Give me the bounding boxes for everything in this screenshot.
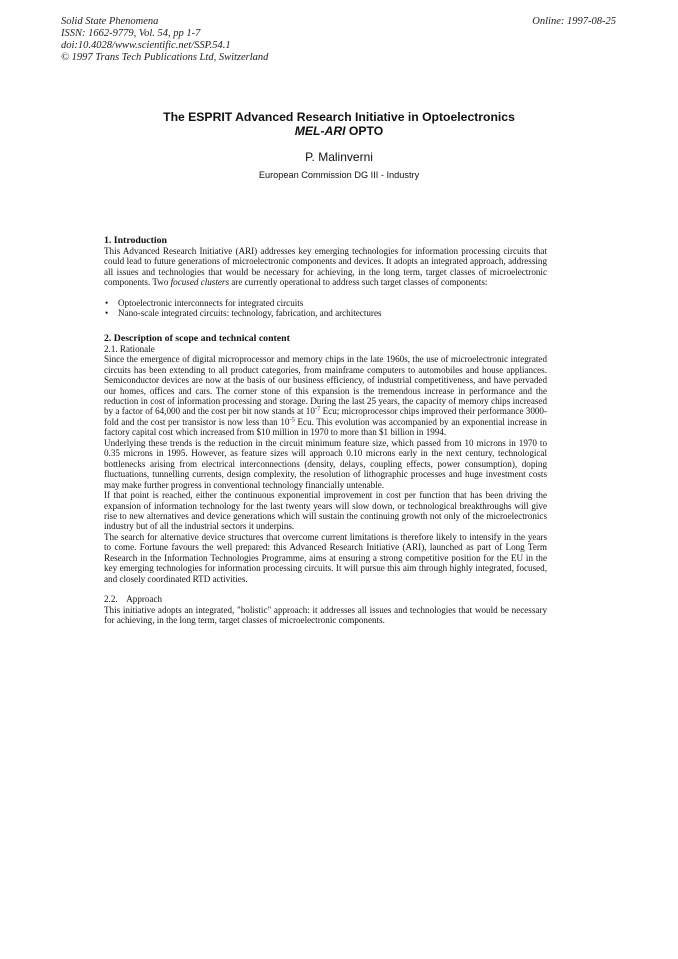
- paper-body: [104, 235, 547, 626]
- online-date: Online: 1997-08-25: [532, 16, 616, 27]
- approach-paragraph: This initiative adopts an integrated, "holistic" approach: it addresses all issues and technologies that would be necessary for achieving, in the long term, target classes of microelectronic components.: [104, 604, 547, 626]
- intro-emphasis: focused clusters: [170, 277, 229, 288]
- list-item-text: Nano-scale integrated circuits: technology, fabrication, and architectures: [118, 308, 382, 319]
- subsection-2-2-heading: 2.2. Approach: [104, 594, 163, 605]
- journal-copyright: © 1997 Trans Tech Publications Ltd, Switzerland: [61, 52, 269, 63]
- journal-issn: ISSN: 1662-9779, Vol. 54, pp 1-7: [61, 28, 201, 39]
- intro-text-1: This Advanced Research Initiative (ARI) addresses key emerging technologies for information processing circuits that could lead to future generations of microelectronic components and devices. It adopts an integrated approach, addressing all issues and technologies that would be necessary for achieving, in the long term, target classes of microelectronic components. Two: [104, 246, 547, 288]
- list-item-text: Optoelectronic interconnects for integrated circuits: [118, 297, 304, 308]
- section-2-heading: 2. Description of scope and technical content: [104, 332, 290, 344]
- rationale-paragraph-1: [104, 354, 547, 438]
- journal-name: Solid State Phenomena: [61, 16, 159, 27]
- title-block: [0, 110, 678, 181]
- rationale-paragraph-2: Underlying these trends is the reduction in the circuit minimum feature size, which passed from 10 microns in 1970 to 0.35 microns in 1995. However, as feature sizes will approach 0.10 microns early in the next century, technological bottlenecks arising from electrical interconnections (density, delays, coupling effects, power consumption), doping fluctuations, tunnelling currents, design complexity, the resolution of lithographic processes and huge investment costs may make further progress in conventional technology financially untenable.: [104, 437, 547, 490]
- rationale-text-a: Since the emergence of digital microprocessor and memory chips in the late 1960s, the use of microelectronic integrated circuits has been extending to all product categories, from mainframe computers to automobiles and house appliances. Semiconductor devices are now at the basis of our business efficiency, of industrial competitiveness, and have pervaded our homes, offices and cars. The corner stone of this expansion is the tremendous increase in performance and the reduction in cost of information processing and storage. During the last 25 years, the capacity of memory chips increased by a factor of 64,000 and the cost per bit now stands at 10: [104, 354, 547, 417]
- rationale-paragraph-4: The search for alternative device structures that overcome current limitations is therefore likely to intensify in the years to come. Fortune favours the well prepared: this Advanced Research Initiative (ARI), launched as part of Long Term Research in the Information Technologies Programme, aims at ensuring a strong competitive position for the EU in the key emerging technologies for information processing circuits. It will pursue this aim through highly integrated, focused, and closely coordinated RTD activities.: [104, 531, 547, 584]
- bullet-icon: •: [105, 297, 109, 308]
- section-1-paragraph: [104, 246, 547, 288]
- section-1-heading: 1. Introduction: [104, 235, 167, 246]
- exponent-1: -7: [314, 405, 321, 413]
- author-affiliation: European Commission DG III - Industry: [258, 170, 420, 180]
- focused-clusters-list: [104, 298, 547, 319]
- intro-text-2: are currently operational to address such target classes of components:: [228, 277, 488, 288]
- list-item: [104, 308, 547, 318]
- rationale-paragraph-3: If that point is reached, either the continuous exponential improvement in cost per function that has been driving the expansion of information technology for the last twenty years will slow down, or technological breakthroughs will give rise to new alternatives and device generations which will sustain the continuing growth not only of the microelectronics industry but of all the industrial sectors it underpins.: [104, 490, 547, 532]
- rationale-text-b: Ecu; microprocessor chips improved their performance 3000-fold and the cost per transistor is now less than 10: [104, 406, 547, 427]
- paper-title: The ESPRIT Advanced Research Initiative in Optoelectronics: [163, 110, 515, 124]
- author-name: P. Malinverni: [305, 150, 373, 164]
- subtitle-rest: OPTO: [345, 124, 384, 138]
- rationale-text-c: Ecu. This evolution was accompanied by an exponential increase in factory capital cost which increased from $10 million in 1970 to more than $1 billion in 1994.: [104, 416, 547, 438]
- subsection-2-1-heading: 2.1. Rationale: [104, 343, 155, 354]
- exponent-2: -5: [289, 416, 295, 424]
- list-item: [104, 298, 547, 308]
- bullet-icon: •: [105, 308, 109, 319]
- journal-doi: doi:10.4028/www.scientific.net/SSP.54.1: [61, 40, 231, 51]
- subtitle-italic: MEL-ARI: [294, 124, 346, 138]
- journal-info: [61, 16, 268, 64]
- paper-subtitle: [0, 124, 678, 138]
